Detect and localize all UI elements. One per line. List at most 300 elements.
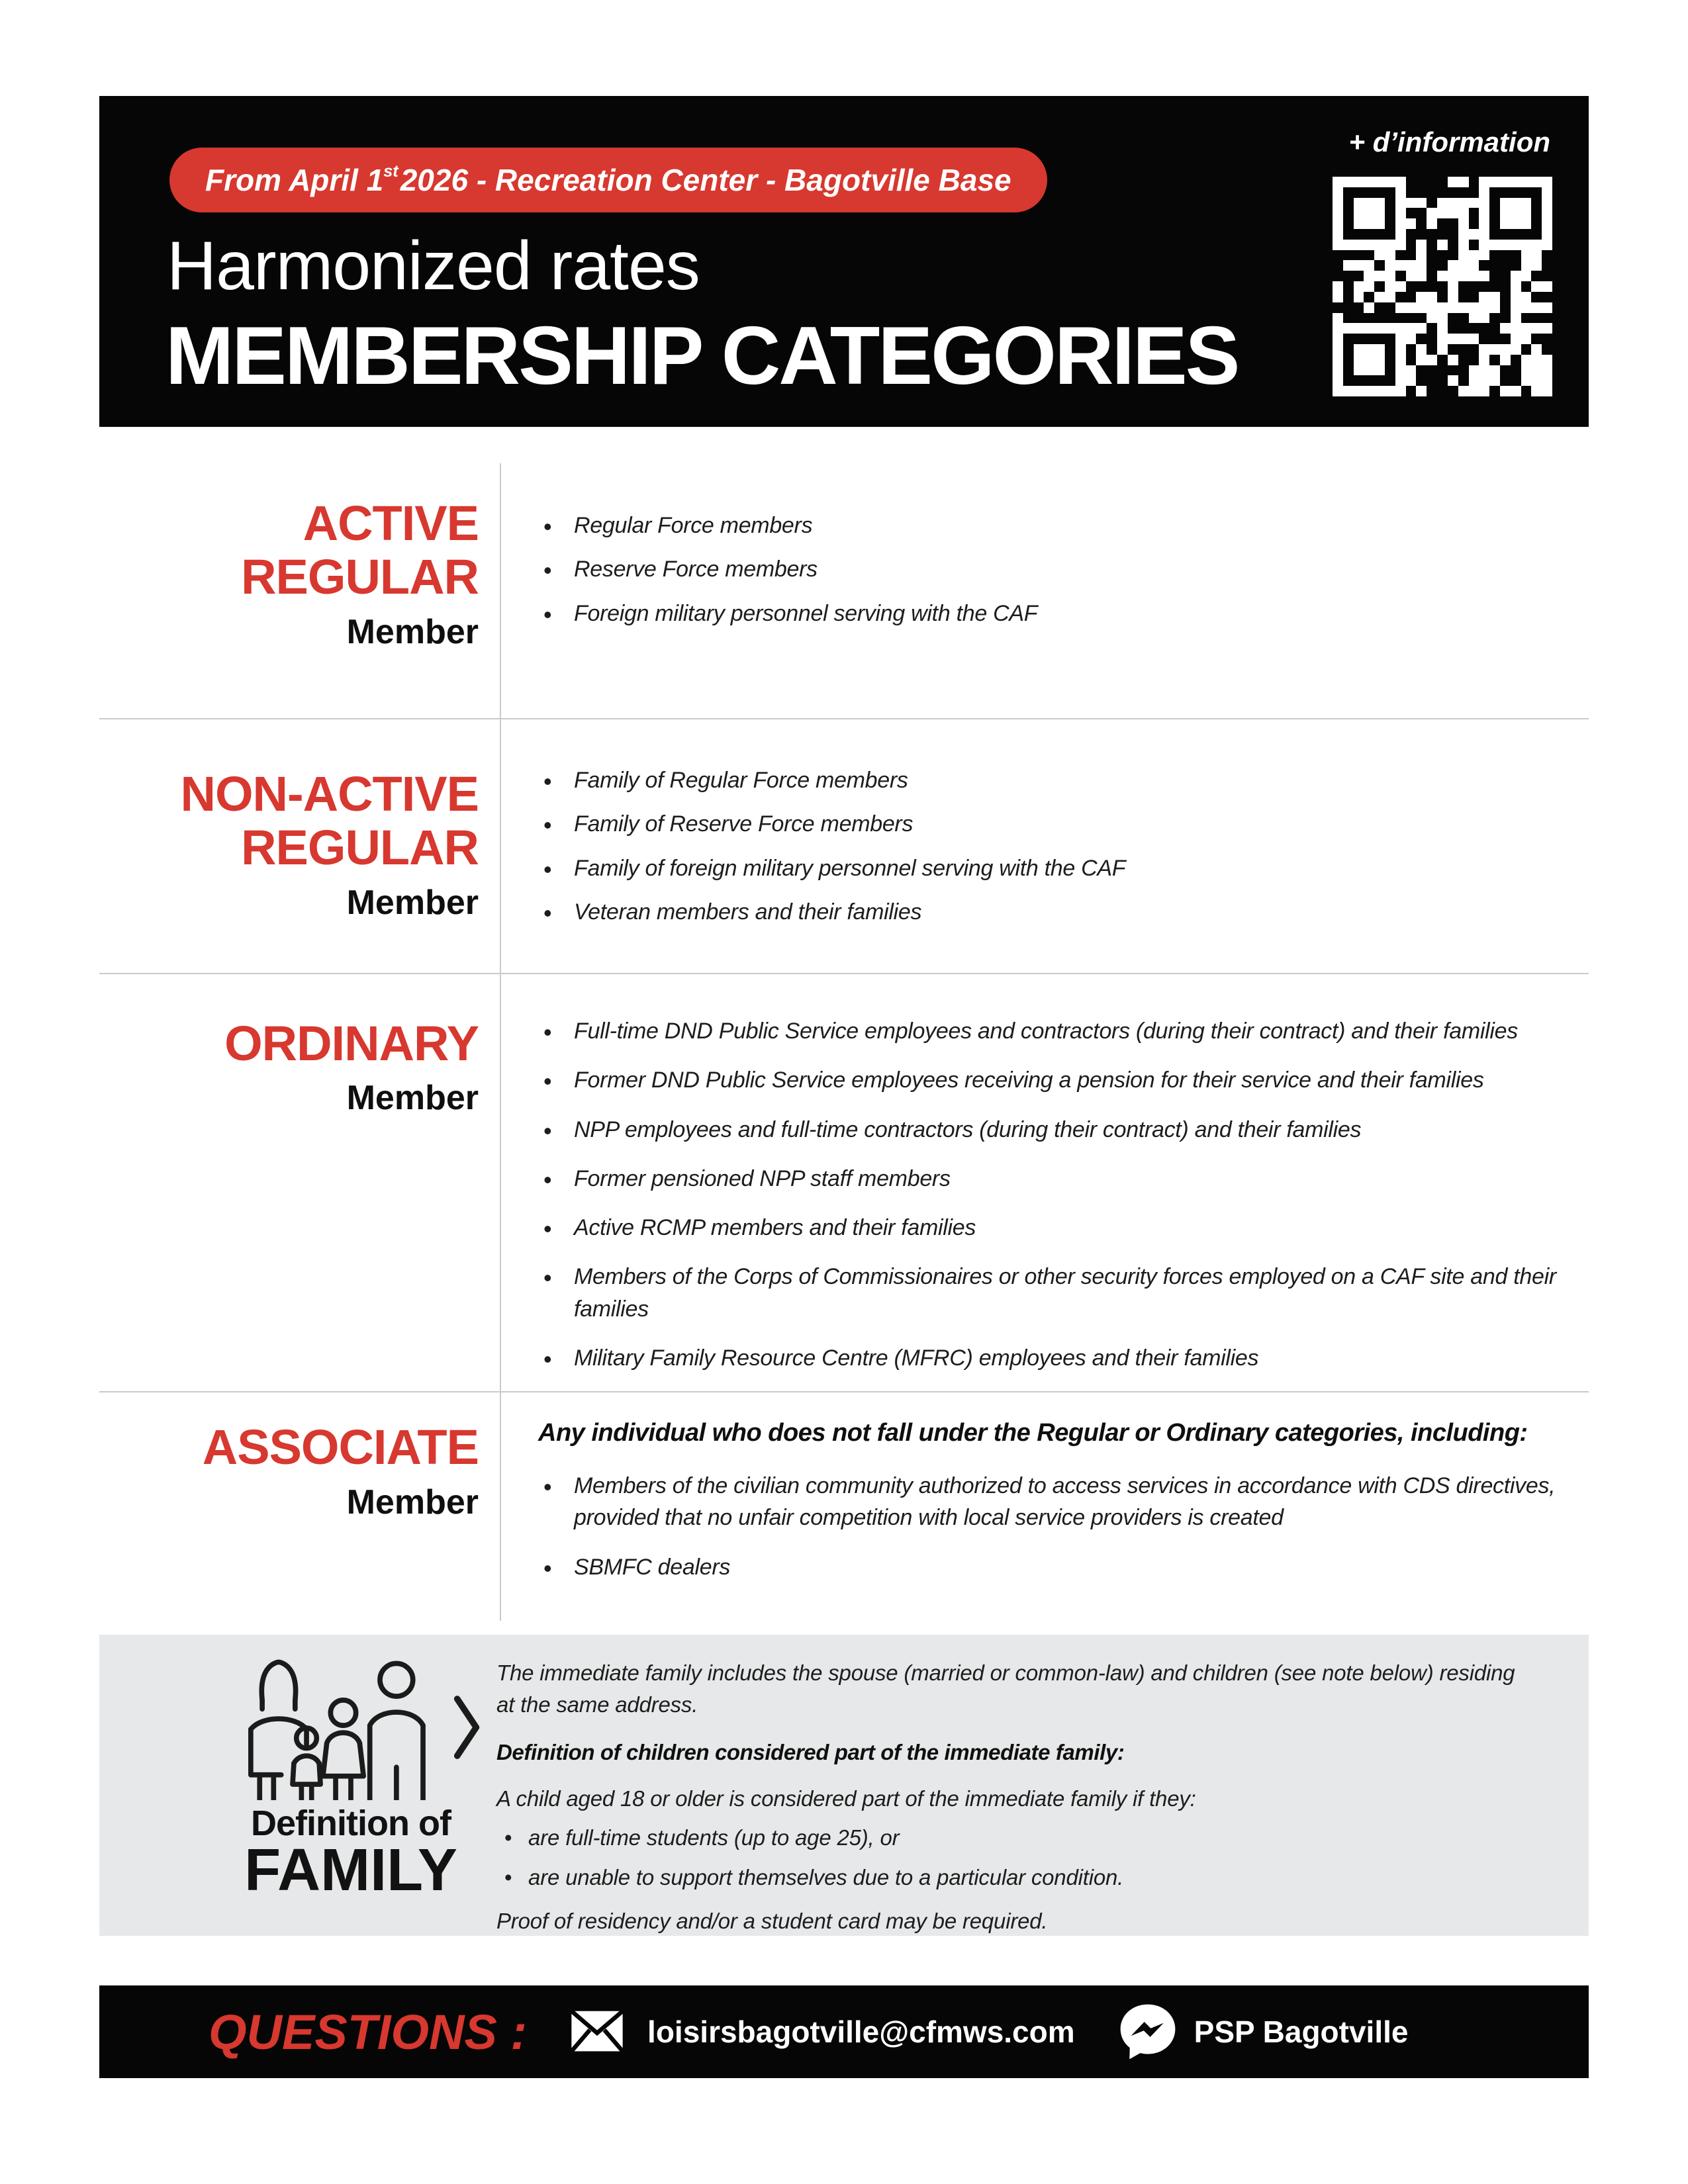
family-icon-part: [251, 1775, 281, 1800]
qr-module: [1395, 355, 1406, 365]
bullet-item: • Former DND Public Service employees receiving a pension for their service and their families: [538, 1064, 1571, 1096]
family-definition-box: [99, 1635, 1589, 1936]
qr-module: [1374, 292, 1385, 302]
qr-module: [1511, 187, 1521, 198]
qr-module: [1448, 386, 1458, 396]
qr-module: [1531, 208, 1542, 218]
qr-module: [1511, 375, 1521, 386]
qr-module: [1385, 187, 1395, 198]
qr-module: [1395, 302, 1406, 313]
qr-module: [1364, 198, 1374, 208]
qr-module: [1458, 365, 1469, 376]
qr-module: [1437, 334, 1448, 344]
qr-module: [1354, 375, 1364, 386]
qr-module: [1458, 302, 1469, 313]
qr-module: [1469, 260, 1479, 271]
qr-module: [1395, 292, 1406, 302]
qr-module: [1416, 292, 1427, 302]
qr-module: [1521, 208, 1532, 218]
qr-module: [1489, 292, 1500, 302]
qr-module: [1448, 260, 1458, 271]
qr-module: [1542, 344, 1552, 355]
qr-module: [1385, 323, 1395, 334]
qr-module: [1333, 281, 1343, 292]
qr-module: [1542, 281, 1552, 292]
qr-module: [1479, 198, 1489, 208]
qr-module: [1469, 355, 1479, 365]
qr-module: [1354, 240, 1364, 250]
member-label: Member: [346, 1079, 479, 1118]
qr-module: [1416, 323, 1427, 334]
qr-module: [1521, 355, 1532, 365]
qr-module: [1364, 177, 1374, 187]
family-paragraph: Proof of residency and/or a student card may be required.: [496, 1909, 1048, 1934]
qr-module: [1427, 250, 1437, 261]
qr-module: [1511, 271, 1521, 281]
qr-module: [1333, 355, 1343, 365]
qr-module: [1458, 260, 1469, 271]
qr-module: [1469, 229, 1479, 240]
qr-module: [1374, 208, 1385, 218]
qr-module: [1531, 334, 1542, 344]
qr-module: [1542, 177, 1552, 187]
qr-module: [1416, 344, 1427, 355]
qr-module: [1448, 229, 1458, 240]
qr-module: [1448, 177, 1458, 187]
bullet-item: • Former pensioned NPP staff members: [538, 1163, 1571, 1195]
family-icon: [209, 1655, 493, 1800]
qr-module: [1374, 323, 1385, 334]
qr-module: [1469, 375, 1479, 386]
qr-module: [1416, 208, 1427, 218]
qr-module: [1511, 208, 1521, 218]
qr-module: [1511, 334, 1521, 344]
qr-module: [1427, 365, 1437, 376]
qr-module: [1374, 344, 1385, 355]
qr-module: [1531, 375, 1542, 386]
qr-module: [1458, 386, 1469, 396]
qr-module: [1374, 229, 1385, 240]
qr-module: [1364, 386, 1374, 396]
bullet-item: • Regular Force members: [538, 510, 1571, 541]
qr-module: [1427, 292, 1437, 302]
qr-module: [1437, 271, 1448, 281]
qr-module: [1542, 187, 1552, 198]
qr-module: [1448, 208, 1458, 218]
qr-module: [1333, 323, 1343, 334]
qr-module: [1500, 386, 1511, 396]
qr-module: [1489, 250, 1500, 261]
qr-module: [1406, 260, 1417, 271]
qr-module: [1406, 323, 1417, 334]
qr-module: [1395, 198, 1406, 208]
qr-module: [1542, 229, 1552, 240]
qr-module: [1489, 240, 1500, 250]
qr-module: [1406, 187, 1417, 198]
qr-module: [1343, 292, 1354, 302]
family-bullet-list: [496, 1822, 1536, 1893]
qr-module: [1458, 292, 1469, 302]
qr-module: [1385, 260, 1395, 271]
qr-module: [1343, 334, 1354, 344]
qr-module: [1354, 386, 1364, 396]
bullet-item: • Military Family Resource Centre (MFRC) employees and their families: [538, 1342, 1571, 1374]
qr-module: [1364, 218, 1374, 229]
qr-module: [1542, 334, 1552, 344]
qr-module: [1437, 177, 1448, 187]
qr-module: [1489, 323, 1500, 334]
qr-module: [1448, 355, 1458, 365]
qr-module: [1406, 229, 1417, 240]
qr-module: [1489, 375, 1500, 386]
qr-module: [1343, 323, 1354, 334]
qr-module: [1469, 281, 1479, 292]
qr-module: [1437, 260, 1448, 271]
qr-module: [1343, 260, 1354, 271]
qr-module: [1531, 302, 1542, 313]
qr-module: [1395, 281, 1406, 292]
qr-module: [1343, 302, 1354, 313]
qr-module: [1500, 292, 1511, 302]
qr-module: [1511, 344, 1521, 355]
qr-module: [1374, 250, 1385, 261]
qr-module: [1500, 323, 1511, 334]
qr-module: [1354, 260, 1364, 271]
qr-module: [1458, 334, 1469, 344]
qr-module: [1437, 218, 1448, 229]
qr-module: [1500, 198, 1511, 208]
qr-module: [1406, 240, 1417, 250]
bullet-item: • Full-time DND Public Service employees and contractors (during their contract) and their families: [538, 1015, 1571, 1047]
qr-module: [1406, 313, 1417, 324]
qr-module: [1489, 229, 1500, 240]
qr-module: [1448, 375, 1458, 386]
qr-module: [1531, 271, 1542, 281]
qr-module: [1354, 218, 1364, 229]
qr-module: [1511, 177, 1521, 187]
family-heading-block: [165, 1655, 536, 1903]
qr-module: [1479, 365, 1489, 376]
qr-module: [1479, 334, 1489, 344]
bullet-item: • Active RCMP members and their families: [538, 1212, 1571, 1244]
qr-module: [1448, 313, 1458, 324]
qr-module: [1489, 218, 1500, 229]
qr-module: [1395, 218, 1406, 229]
category-body: [501, 1392, 1589, 1621]
qr-module: [1364, 240, 1374, 250]
qr-module: [1374, 355, 1385, 365]
qr-module: [1542, 240, 1552, 250]
qr-module: [1469, 292, 1479, 302]
qr-module: [1395, 344, 1406, 355]
qr-module: [1542, 365, 1552, 376]
qr-module: [1511, 355, 1521, 365]
qr-module: [1427, 229, 1437, 240]
qr-module: [1511, 240, 1521, 250]
qr-module: [1542, 292, 1552, 302]
membership-categories: [99, 463, 1589, 1641]
qr-module: [1416, 302, 1427, 313]
qr-module: [1385, 218, 1395, 229]
qr-module: [1374, 375, 1385, 386]
bullet-list: [538, 1470, 1571, 1583]
member-label: Member: [346, 1482, 479, 1522]
qr-module: [1458, 344, 1469, 355]
qr-module: [1521, 365, 1532, 376]
qr-module: [1521, 240, 1532, 250]
qr-module: [1448, 271, 1458, 281]
qr-module: [1542, 260, 1552, 271]
bullet-list: [538, 1015, 1571, 1374]
header-banner: [99, 96, 1589, 427]
qr-module: [1374, 271, 1385, 281]
qr-module: [1521, 302, 1532, 313]
qr-module: [1374, 240, 1385, 250]
qr-module: [1333, 344, 1343, 355]
qr-module: [1531, 260, 1542, 271]
qr-module: [1333, 250, 1343, 261]
qr-module: [1343, 240, 1354, 250]
qr-module: [1437, 198, 1448, 208]
qr-module: [1427, 240, 1437, 250]
qr-module: [1531, 281, 1542, 292]
qr-module: [1542, 250, 1552, 261]
qr-module: [1479, 323, 1489, 334]
bullet-item: • are unable to support themselves due to a particular condition.: [496, 1862, 1536, 1893]
qr-module: [1385, 365, 1395, 376]
qr-module: [1416, 250, 1427, 261]
qr-module: [1437, 355, 1448, 365]
qr-module: [1416, 229, 1427, 240]
qr-module: [1374, 177, 1385, 187]
qr-module: [1364, 355, 1374, 365]
qr-module: [1395, 187, 1406, 198]
qr-code: [1333, 177, 1552, 396]
member-label: Member: [346, 883, 479, 922]
family-icon-part: [370, 1725, 423, 1800]
qr-module: [1437, 313, 1448, 324]
qr-module: [1427, 177, 1437, 187]
qr-module: [1511, 313, 1521, 324]
qr-module: [1395, 334, 1406, 344]
qr-module: [1521, 334, 1532, 344]
qr-module: [1458, 187, 1469, 198]
category-title-block: [99, 1392, 501, 1621]
qr-module: [1500, 375, 1511, 386]
qr-module: [1437, 292, 1448, 302]
qr-module: [1437, 302, 1448, 313]
qr-module: [1500, 250, 1511, 261]
qr-module: [1406, 375, 1417, 386]
family-icon-part: [330, 1700, 355, 1725]
qr-module: [1500, 218, 1511, 229]
qr-module: [1416, 313, 1427, 324]
footer-bar: [99, 1985, 1589, 2078]
qr-module: [1521, 177, 1532, 187]
qr-module: [1427, 281, 1437, 292]
qr-module: [1364, 365, 1374, 376]
qr-module: [1521, 229, 1532, 240]
qr-module: [1395, 208, 1406, 218]
qr-module: [1395, 177, 1406, 187]
member-label: Member: [346, 612, 479, 651]
bullet-item: • NPP employees and full-time contractors (during their contract) and their families: [538, 1114, 1571, 1146]
category-row-non-active-regular: [99, 719, 1589, 974]
qr-module: [1416, 177, 1427, 187]
qr-module: [1416, 375, 1427, 386]
qr-module: [1333, 271, 1343, 281]
qr-module: [1385, 208, 1395, 218]
family-heading-main: FAMILY: [244, 1837, 457, 1903]
qr-module: [1395, 365, 1406, 376]
qr-module: [1343, 198, 1354, 208]
qr-module: [1343, 250, 1354, 261]
qr-module: [1469, 187, 1479, 198]
qr-module: [1521, 271, 1532, 281]
qr-module: [1385, 302, 1395, 313]
qr-module: [1479, 229, 1489, 240]
qr-module: [1479, 271, 1489, 281]
qr-module: [1416, 271, 1427, 281]
qr-module: [1354, 208, 1364, 218]
qr-module: [1500, 177, 1511, 187]
qr-module: [1469, 313, 1479, 324]
qr-module: [1458, 271, 1469, 281]
qr-module: [1469, 386, 1479, 396]
qr-module: [1469, 344, 1479, 355]
pill-text-superscript: st: [383, 161, 399, 181]
qr-module: [1416, 334, 1427, 344]
qr-module: [1385, 229, 1395, 240]
qr-module: [1500, 355, 1511, 365]
qr-module: [1333, 187, 1343, 198]
qr-module: [1385, 375, 1395, 386]
qr-module: [1489, 302, 1500, 313]
qr-module: [1343, 208, 1354, 218]
bullet-list: [538, 764, 1571, 928]
bullet-item: • Members of the Corps of Commissionaires or other security forces employed on a CAF site and their families: [538, 1261, 1571, 1325]
qr-module: [1427, 386, 1437, 396]
qr-module: [1333, 229, 1343, 240]
qr-module: [1437, 250, 1448, 261]
qr-module: [1354, 302, 1364, 313]
qr-module: [1333, 386, 1343, 396]
qr-module: [1333, 208, 1343, 218]
qr-module: [1448, 198, 1458, 208]
qr-module: [1521, 250, 1532, 261]
qr-module: [1479, 208, 1489, 218]
qr-module: [1364, 344, 1374, 355]
qr-module: [1469, 250, 1479, 261]
qr-module: [1531, 313, 1542, 324]
qr-module: [1458, 355, 1469, 365]
qr-module: [1385, 250, 1395, 261]
qr-module: [1333, 365, 1343, 376]
bullet-item: • Members of the civilian community authorized to access services in accordance with CDS directives, provided that no unfair competition with local service providers is created: [538, 1470, 1571, 1534]
qr-module: [1364, 292, 1374, 302]
category-body: [501, 974, 1589, 1391]
qr-module: [1406, 386, 1417, 396]
qr-module: [1354, 177, 1364, 187]
qr-module: [1531, 240, 1542, 250]
qr-module: [1364, 260, 1374, 271]
qr-module: [1542, 375, 1552, 386]
qr-module: [1448, 365, 1458, 376]
qr-module: [1479, 281, 1489, 292]
qr-module: [1364, 323, 1374, 334]
qr-module: [1343, 187, 1354, 198]
qr-module: [1489, 281, 1500, 292]
qr-module: [1333, 313, 1343, 324]
qr-module: [1500, 229, 1511, 240]
qr-module: [1531, 177, 1542, 187]
qr-module: [1511, 198, 1521, 208]
category-name: [99, 1017, 479, 1070]
qr-module: [1479, 187, 1489, 198]
qr-module: [1479, 313, 1489, 324]
qr-module: [1385, 177, 1395, 187]
category-name: [99, 1420, 479, 1474]
qr-module: [1489, 355, 1500, 365]
category-row-associate: [99, 1392, 1589, 1641]
qr-module: [1354, 271, 1364, 281]
qr-module: [1364, 229, 1374, 240]
qr-module: [1531, 229, 1542, 240]
qr-module: [1416, 198, 1427, 208]
qr-module: [1511, 250, 1521, 261]
qr-module: [1458, 177, 1469, 187]
qr-module: [1437, 375, 1448, 386]
qr-module: [1479, 375, 1489, 386]
qr-module: [1500, 365, 1511, 376]
qr-module: [1427, 302, 1437, 313]
qr-module: [1437, 281, 1448, 292]
qr-module: [1458, 250, 1469, 261]
qr-module: [1385, 344, 1395, 355]
qr-module: [1395, 313, 1406, 324]
category-body: [501, 463, 1589, 718]
qr-module: [1479, 344, 1489, 355]
qr-module: [1500, 313, 1511, 324]
qr-module: [1427, 313, 1437, 324]
qr-module: [1406, 250, 1417, 261]
qr-module: [1542, 198, 1552, 208]
qr-module: [1333, 292, 1343, 302]
qr-module: [1458, 375, 1469, 386]
qr-module: [1406, 208, 1417, 218]
qr-module: [1437, 323, 1448, 334]
qr-module: [1479, 355, 1489, 365]
qr-module: [1500, 302, 1511, 313]
qr-module: [1458, 208, 1469, 218]
family-paragraph: The immediate family includes the spouse (married or common-law) and children (see note below) residing at the same address.: [496, 1661, 1515, 1717]
bullet-item: • Reserve Force members: [538, 553, 1571, 585]
category-name-line: NON-ACTIVE: [180, 766, 479, 821]
qr-module: [1406, 355, 1417, 365]
qr-module: [1333, 375, 1343, 386]
qr-module: [1427, 375, 1437, 386]
qr-module: [1406, 177, 1417, 187]
qr-module: [1374, 313, 1385, 324]
qr-module: [1448, 187, 1458, 198]
qr-module: [1458, 229, 1469, 240]
qr-module: [1500, 240, 1511, 250]
qr-module: [1469, 208, 1479, 218]
bullet-item: • are full-time students (up to age 25), or: [496, 1822, 1536, 1854]
qr-module: [1500, 281, 1511, 292]
qr-module: [1469, 365, 1479, 376]
qr-module: [1333, 198, 1343, 208]
